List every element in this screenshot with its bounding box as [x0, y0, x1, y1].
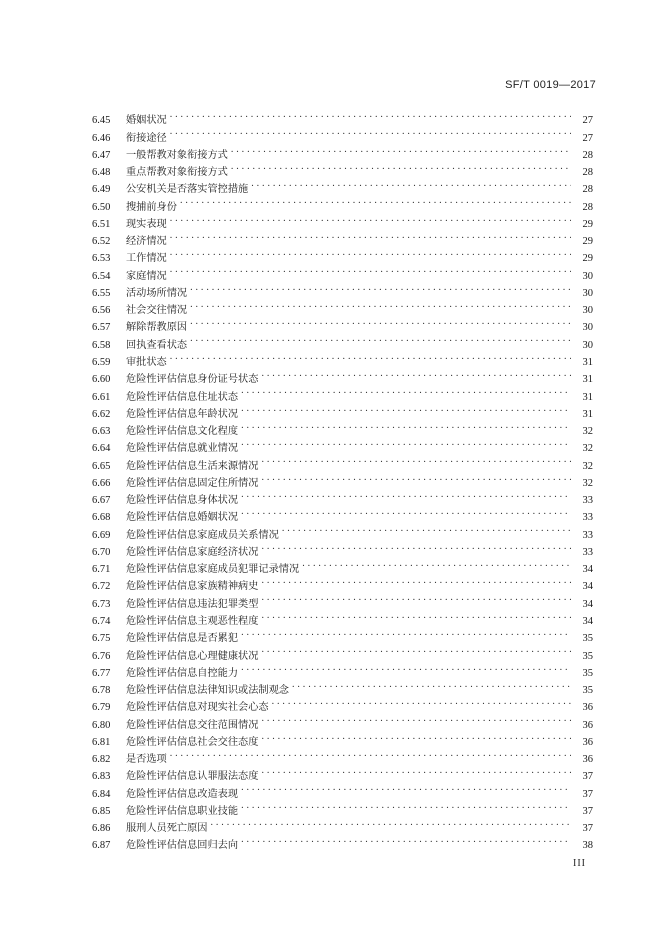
toc-entry-number: 6.62: [92, 408, 111, 420]
dot-leader: [170, 261, 571, 278]
dot-leader: [190, 279, 571, 296]
toc-entry-number: 6.79: [92, 702, 111, 714]
toc-entry-title: 重点帮教对象衔接方式: [126, 167, 228, 179]
toc-entry-number: 6.59: [92, 356, 111, 368]
dot-leader: [261, 572, 571, 589]
dot-leader: [180, 192, 571, 209]
toc-entry-page: 28: [582, 201, 593, 213]
toc-entry-page: 32: [582, 477, 593, 489]
toc-entry-number: 6.68: [92, 512, 111, 524]
dot-leader: [272, 693, 571, 710]
toc-entry-page: 32: [582, 426, 593, 438]
toc-entry-page: 30: [582, 270, 593, 282]
toc-entry-page: 36: [582, 754, 593, 766]
dot-leader: [292, 676, 571, 693]
toc-entry-page: 35: [582, 650, 593, 662]
toc-entry-page: 34: [582, 581, 593, 593]
toc-entry-number: 6.71: [92, 564, 111, 576]
dot-leader: [261, 365, 571, 382]
dot-leader: [211, 814, 572, 831]
dot-leader: [170, 227, 571, 244]
dot-leader: [261, 710, 571, 727]
toc-entry: [92, 106, 593, 127]
toc-entry-page: 34: [582, 564, 593, 576]
toc-entry-title: 危险性评估信息住址状态: [126, 391, 239, 403]
dot-leader: [190, 313, 571, 330]
toc-entry-page: 29: [582, 236, 593, 248]
dot-leader: [241, 434, 571, 451]
toc-entry-number: 6.50: [92, 201, 111, 213]
dot-leader: [170, 244, 571, 261]
toc-entry-number: 6.87: [92, 840, 111, 852]
dot-leader: [241, 486, 571, 503]
toc-entry-page: 34: [582, 598, 593, 610]
toc-entry-title: 危险性评估信息法律知识或法制观念: [126, 685, 289, 697]
toc-entry-number: 6.60: [92, 374, 111, 386]
toc-entry-page: 36: [582, 719, 593, 731]
dot-leader: [241, 831, 571, 848]
dot-leader: [190, 330, 571, 347]
dot-leader: [241, 659, 571, 676]
toc-entry-title: 家庭情况: [126, 270, 167, 282]
dot-leader: [261, 469, 571, 486]
dot-leader: [241, 417, 571, 434]
toc-entry-number: 6.49: [92, 184, 111, 196]
toc-entry-title: 危险性评估信息对现实社会心态: [126, 702, 269, 714]
dot-leader: [241, 779, 571, 796]
dot-leader: [241, 624, 571, 641]
toc-entry-number: 6.64: [92, 443, 111, 455]
toc-entry-page: 27: [582, 132, 593, 144]
table-of-contents: [92, 106, 593, 852]
toc-entry-title: 危险性评估信息回归去向: [126, 840, 239, 852]
toc-entry-page: 38: [582, 840, 593, 852]
toc-entry-number: 6.77: [92, 667, 111, 679]
toc-entry-number: 6.54: [92, 270, 111, 282]
toc-entry-number: 6.72: [92, 581, 111, 593]
dot-leader: [241, 797, 571, 814]
toc-entry-page: 33: [582, 495, 593, 507]
dot-leader: [261, 607, 571, 624]
toc-entry-number: 6.51: [92, 218, 111, 230]
toc-entry-number: 6.75: [92, 633, 111, 645]
toc-entry-page: 30: [582, 339, 593, 351]
toc-entry-number: 6.82: [92, 754, 111, 766]
dot-leader: [282, 520, 571, 537]
toc-entry-title: 活动场所情况: [126, 287, 188, 299]
toc-entry-title: 危险性评估信息交往范围情况: [126, 719, 259, 731]
toc-entry-number: 6.63: [92, 426, 111, 438]
toc-entry-title: 危险性评估信息文化程度: [126, 426, 239, 438]
toc-entry-title: 解除帮教原因: [126, 322, 188, 334]
dot-leader: [241, 503, 571, 520]
toc-entry-number: 6.85: [92, 805, 111, 817]
dot-leader: [231, 158, 571, 175]
toc-entry-number: 6.66: [92, 477, 111, 489]
toc-entry-number: 6.61: [92, 391, 111, 403]
dot-leader: [170, 123, 571, 140]
toc-entry-title: 危险性评估信息家族精神病史: [126, 581, 259, 593]
toc-entry-title: 危险性评估信息改造表现: [126, 788, 239, 800]
toc-entry-title: 经济情况: [126, 236, 167, 248]
toc-entry-title: 危险性评估信息婚姻状况: [126, 512, 239, 524]
toc-entry-number: 6.46: [92, 132, 111, 144]
toc-entry-page: 35: [582, 685, 593, 697]
toc-entry-title: 危险性评估信息认罪服法态度: [126, 771, 259, 783]
toc-entry-title: 危险性评估信息违法犯罪类型: [126, 598, 259, 610]
toc-entry-page: 31: [582, 408, 593, 420]
document-code: SF/T 0019—2017: [505, 79, 596, 91]
toc-entry-title: 服刑人员死亡原因: [126, 823, 208, 835]
dot-leader: [261, 728, 571, 745]
toc-entry-title: 危险性评估信息生活来源情况: [126, 460, 259, 472]
toc-entry-number: 6.48: [92, 167, 111, 179]
toc-entry-title: 危险性评估信息社会交往态度: [126, 736, 259, 748]
toc-entry-title: 回执查看状态: [126, 339, 188, 351]
toc-entry-page: 32: [582, 460, 593, 472]
toc-entry-number: 6.55: [92, 287, 111, 299]
toc-entry-page: 30: [582, 287, 593, 299]
toc-entry-title: 婚姻状况: [126, 115, 167, 127]
dot-leader: [261, 641, 571, 658]
toc-entry-page: 36: [582, 736, 593, 748]
toc-entry-title: 危险性评估信息身体状况: [126, 495, 239, 507]
toc-entry-title: 危险性评估信息家庭经济状况: [126, 546, 259, 558]
toc-entry-title: 审批状态: [126, 356, 167, 368]
dot-leader: [261, 762, 571, 779]
toc-entry-number: 6.58: [92, 339, 111, 351]
dot-leader: [190, 296, 571, 313]
dot-leader: [261, 538, 571, 555]
toc-entry-page: 28: [582, 149, 593, 161]
toc-entry-number: 6.57: [92, 322, 111, 334]
toc-entry-title: 危险性评估信息家庭成员关系情况: [126, 529, 279, 541]
toc-entry-page: 33: [582, 546, 593, 558]
toc-entry-number: 6.73: [92, 598, 111, 610]
toc-entry-number: 6.80: [92, 719, 111, 731]
dot-leader: [170, 745, 571, 762]
toc-entry-title: 是否选项: [126, 754, 167, 766]
dot-leader: [261, 589, 571, 606]
toc-entry-number: 6.52: [92, 236, 111, 248]
toc-entry-number: 6.76: [92, 650, 111, 662]
toc-entry-title: 搜捕前身份: [126, 201, 177, 213]
toc-entry-page: 31: [582, 391, 593, 403]
toc-entry-page: 30: [582, 322, 593, 334]
toc-entry-number: 6.78: [92, 685, 111, 697]
dot-leader: [241, 382, 571, 399]
toc-entry-number: 6.70: [92, 546, 111, 558]
toc-entry-page: 37: [582, 788, 593, 800]
toc-entry-page: 28: [582, 167, 593, 179]
toc-entry-title: 危险性评估信息职业技能: [126, 805, 239, 817]
dot-leader: [170, 210, 571, 227]
toc-entry-number: 6.86: [92, 823, 111, 835]
toc-entry-page: 29: [582, 253, 593, 265]
toc-entry-number: 6.45: [92, 115, 111, 127]
dot-leader: [241, 400, 571, 417]
toc-entry-page: 27: [582, 115, 593, 127]
toc-entry-title: 社会交往情况: [126, 305, 188, 317]
toc-entry-page: 37: [582, 823, 593, 835]
toc-entry-page: 30: [582, 305, 593, 317]
toc-entry-page: 36: [582, 702, 593, 714]
toc-entry-page: 28: [582, 184, 593, 196]
dot-leader: [302, 555, 571, 572]
toc-entry-number: 6.83: [92, 771, 111, 783]
page-number: III: [573, 858, 586, 869]
toc-entry-page: 34: [582, 615, 593, 627]
toc-entry-title: 危险性评估信息心理健康状况: [126, 650, 259, 662]
toc-entry-number: 6.81: [92, 736, 111, 748]
toc-entry-page: 33: [582, 512, 593, 524]
toc-entry-title: 一般帮教对象衔接方式: [126, 149, 228, 161]
toc-entry-number: 6.47: [92, 149, 111, 161]
dot-leader: [170, 348, 571, 365]
toc-entry-number: 6.56: [92, 305, 111, 317]
toc-entry-title: 现实表现: [126, 218, 167, 230]
toc-entry-page: 29: [582, 218, 593, 230]
toc-entry-number: 6.53: [92, 253, 111, 265]
dot-leader: [261, 451, 571, 468]
toc-entry-title: 工作情况: [126, 253, 167, 265]
toc-entry-title: 危险性评估信息家庭成员犯罪记录情况: [126, 564, 300, 576]
toc-entry-title: 危险性评估信息是否累犯: [126, 633, 239, 645]
toc-entry-title: 衔接途径: [126, 132, 167, 144]
toc-entry-page: 31: [582, 374, 593, 386]
toc-entry-title: 危险性评估信息自控能力: [126, 667, 239, 679]
toc-entry-number: 6.65: [92, 460, 111, 472]
dot-leader: [231, 141, 571, 158]
toc-entry-page: 35: [582, 633, 593, 645]
toc-entry-number: 6.84: [92, 788, 111, 800]
toc-entry-page: 37: [582, 771, 593, 783]
toc-entry-title: 公安机关是否落实管控措施: [126, 184, 249, 196]
toc-entry-number: 6.74: [92, 615, 111, 627]
dot-leader: [170, 106, 571, 123]
toc-entry-title: 危险性评估信息就业情况: [126, 443, 239, 455]
toc-entry-title: 危险性评估信息主观恶性程度: [126, 615, 259, 627]
toc-entry-page: 32: [582, 443, 593, 455]
toc-entry-title: 危险性评估信息身份证号状态: [126, 374, 259, 386]
toc-entry-number: 6.69: [92, 529, 111, 541]
toc-entry-page: 37: [582, 805, 593, 817]
dot-leader: [251, 175, 571, 192]
toc-entry-title: 危险性评估信息年龄状况: [126, 408, 239, 420]
toc-entry-number: 6.67: [92, 495, 111, 507]
toc-entry-page: 33: [582, 529, 593, 541]
toc-entry-title: 危险性评估信息固定住所情况: [126, 477, 259, 489]
toc-entry-page: 31: [582, 356, 593, 368]
toc-entry-page: 35: [582, 667, 593, 679]
